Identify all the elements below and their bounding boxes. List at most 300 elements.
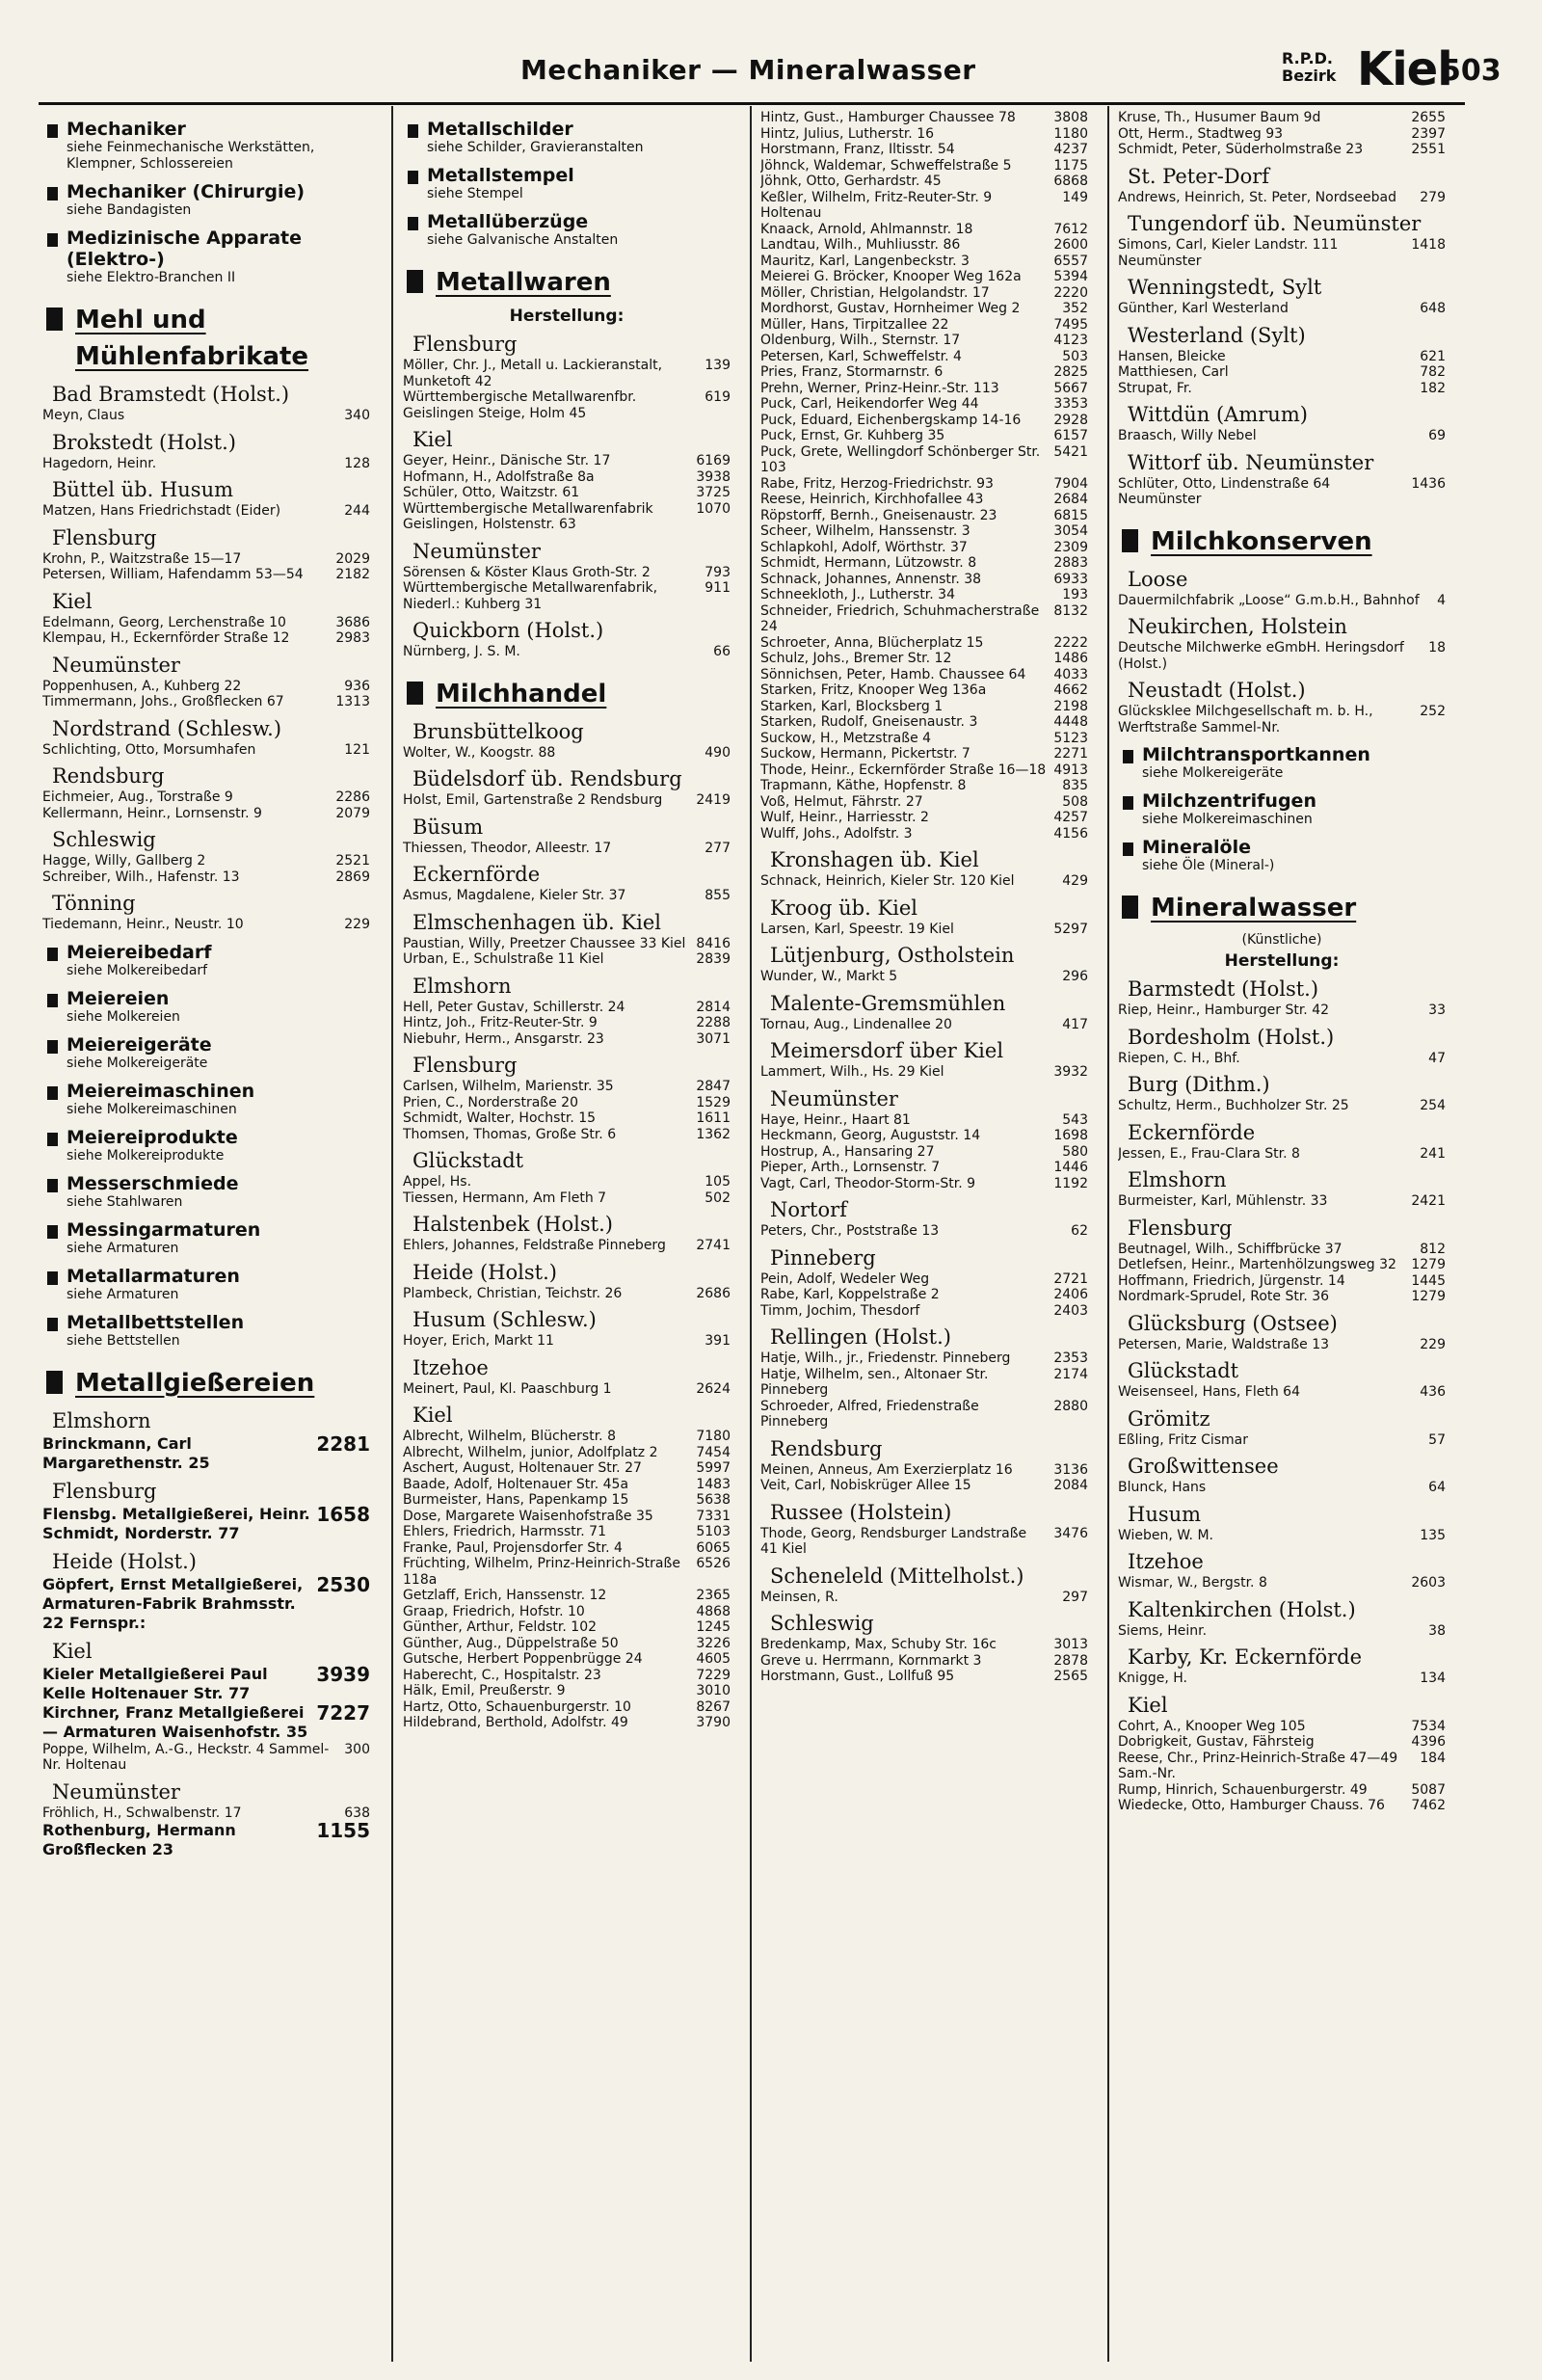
city-heading: Wittdün (Amrum) (1128, 403, 1308, 426)
entry-phone: 3054 (1053, 523, 1088, 539)
entry-phone: 2174 (1053, 1366, 1088, 1382)
entry-name: Dobrigkeit, Gustav, Fährsteig (1118, 1734, 1315, 1750)
entry-phone: 2079 (335, 805, 370, 821)
city-heading: Schleswig (52, 828, 156, 851)
directory-entry (403, 358, 731, 389)
entry-phone: 1658 (316, 1502, 370, 1526)
directory-entry (760, 1350, 1088, 1367)
entry-name: Riepen, C. H., Bhf. (1118, 1050, 1240, 1066)
entry-phone: 5394 (1053, 269, 1088, 284)
entry-name: Schnack, Johannes, Annenstr. 38 (760, 571, 982, 587)
entry-phone: 134 (1420, 1671, 1446, 1686)
category-heading (42, 942, 370, 979)
entry-phone: 2281 (316, 1431, 370, 1456)
entry-phone: 4868 (696, 1603, 731, 1619)
entry-name: Klempau, H., Eckernförder Straße 12 (42, 630, 290, 646)
entry-phone: 254 (1420, 1098, 1446, 1113)
entry-phone: 105 (705, 1174, 731, 1190)
city-heading: Grömitz (1128, 1406, 1210, 1431)
entry-name: Horstmann, Gust., Lollfuß 95 (760, 1669, 955, 1684)
entry-name: Puck, Ernst, Gr. Kuhberg 35 (760, 428, 945, 443)
section-title (1151, 523, 1446, 560)
entry-phone: 2029 (335, 550, 370, 567)
entry-name: Röpstorff, Bernh., Gneisenaustr. 23 (760, 507, 997, 523)
category-heading (42, 1127, 370, 1164)
directory-entry (403, 1604, 731, 1620)
entry-name: Müller, Hans, Tirpitzallee 22 (760, 316, 949, 333)
entry-name: Pieper, Arth., Lornsenstr. 7 (760, 1160, 941, 1175)
entry-phone: 2403 (1053, 1302, 1088, 1319)
entry-phone: 4033 (1053, 666, 1088, 682)
category-title: Metallarmaturen (66, 1265, 240, 1287)
entry-phone: 62 (1071, 1223, 1088, 1239)
entry-phone: 4662 (1053, 682, 1088, 698)
directory-entry (1118, 1257, 1446, 1273)
city-heading: Itzehoe (412, 1355, 489, 1379)
category-title: Meiereigeräte (66, 1033, 212, 1056)
category-heading (42, 1219, 370, 1257)
directory-entry (1118, 1003, 1446, 1019)
entry-name: Ehlers, Friedrich, Harmsstr. 71 (403, 1524, 606, 1539)
entry-phone: 2198 (1053, 698, 1088, 714)
city-heading: Eckernförde (1128, 1120, 1256, 1144)
entry-name: Starken, Rudolf, Gneisenaustr. 3 (760, 714, 978, 730)
entry-name: Burmeister, Karl, Mühlenstr. 33 (1118, 1193, 1328, 1209)
directory-entry (403, 1651, 731, 1668)
entry-name: Scheer, Wilhelm, Hanssenstr. 3 (760, 523, 970, 539)
directory-entry (760, 1367, 1088, 1399)
entry-name: Krohn, P., Waitzstraße 15—17 (42, 550, 242, 567)
directory-entry (1118, 381, 1446, 397)
city-heading: Büttel üb. Husum (52, 478, 234, 501)
category-heading (1118, 837, 1446, 874)
entry-phone: 5997 (696, 1460, 731, 1476)
entry-name: Günther, Arthur, Feldstr. 102 (403, 1619, 598, 1635)
entry-phone: 2883 (1053, 555, 1088, 571)
directory-entry (42, 551, 370, 568)
directory-entry (403, 1477, 731, 1493)
entry-name: Thomsen, Thomas, Große Str. 6 (403, 1126, 617, 1142)
category-heading (42, 1266, 370, 1303)
directory-entry (403, 1079, 731, 1095)
entry-name: Plambeck, Christian, Teichstr. 26 (403, 1285, 623, 1301)
entry-phone: 1175 (1053, 157, 1088, 174)
entry-phone: 38 (1428, 1622, 1446, 1639)
entry-phone: 1446 (1053, 1160, 1088, 1175)
entry-phone: 2565 (1053, 1669, 1088, 1684)
entry-phone: 352 (1062, 301, 1088, 316)
entry-phone: 5421 (1053, 443, 1088, 460)
entry-name: Deutsche Milchwerke eGmbH. Heringsdorf (Holst.) (1118, 640, 1404, 672)
city-heading: Kiel (52, 1639, 93, 1663)
entry-phone: 429 (1062, 873, 1088, 889)
section-heading (403, 264, 731, 301)
city-heading: Wittorf üb. Neumünster (1128, 450, 1374, 474)
directory-entry (403, 469, 731, 486)
entry-name: Keßler, Wilhelm, Fritz-Reuter-Str. 9 Holtenau (760, 189, 993, 221)
category-heading (42, 1081, 370, 1118)
entry-name: Asmus, Magdalene, Kieler Str. 37 (403, 888, 626, 903)
subheading-note: (Künstliche) (1241, 932, 1322, 948)
directory-entry (1118, 1051, 1446, 1067)
directory-entry (403, 1540, 731, 1557)
entry-name: Meierei G. Bröcker, Knooper Weg 162a (760, 269, 1022, 284)
city-heading: Neustadt (Holst.) (1128, 679, 1306, 702)
category-heading (42, 1173, 370, 1211)
directory-entry (760, 794, 1088, 811)
entry-name: Meyn, Claus (42, 408, 125, 423)
directory-entry (760, 1303, 1088, 1320)
entry-phone: 6933 (1053, 571, 1088, 587)
cross-reference: siehe Schilder, Gravieranstalten (427, 140, 644, 155)
directory-entry (760, 746, 1088, 762)
entry-name: Simons, Carl, Kieler Landstr. 111 Neumünster (1118, 237, 1339, 269)
city-heading: Neumünster (52, 653, 180, 677)
entry-phone: 6169 (696, 453, 731, 468)
entry-name: Schulz, Johs., Bremer Str. 12 (760, 651, 952, 666)
entry-phone: 3353 (1053, 396, 1088, 412)
entry-name: Württembergische Metallwarenfabrik, Niederl.: Kuhberg 31 (403, 580, 658, 612)
directory-entry (760, 110, 1088, 126)
entry-name: Starken, Fritz, Knooper Weg 136a (760, 682, 987, 698)
directory-entry (42, 1821, 370, 1859)
directory-entry (760, 142, 1088, 158)
city-heading: Brunsbüttelkoog (412, 719, 584, 743)
entry-phone: 4123 (1053, 333, 1088, 348)
directory-entry (1118, 476, 1446, 508)
column-divider (391, 106, 393, 2362)
cross-reference: siehe Molkereimaschinen (1142, 812, 1313, 827)
category-heading (1118, 790, 1446, 828)
entry-phone: 3226 (696, 1635, 731, 1651)
entry-phone: 1611 (696, 1110, 731, 1126)
city-heading: Büdelsdorf üb. Rendsburg (412, 767, 682, 790)
cross-reference: siehe Molkereigeräte (66, 1055, 208, 1071)
directory-entry (1118, 237, 1446, 269)
entry-name: Schroeder, Alfred, Friedenstraße Pinneberg (760, 1398, 979, 1430)
city-heading: Tungendorf üb. Neumünster (1128, 212, 1422, 235)
entry-name: Ott, Herm., Stadtweg 93 (1118, 125, 1284, 142)
entry-name: Lammert, Wilh., Hs. 29 Kiel (760, 1064, 944, 1080)
entry-phone: 508 (1062, 793, 1088, 810)
category-heading (403, 119, 731, 156)
entry-name: Dose, Margarete Waisenhofstraße 35 (403, 1508, 653, 1524)
directory-entry (42, 567, 370, 583)
directory-entry (403, 1174, 731, 1190)
entry-phone: 5638 (696, 1492, 731, 1508)
entry-phone: 8132 (1053, 602, 1088, 619)
entry-name: Geyer, Heinr., Dänische Str. 17 (403, 453, 611, 468)
entry-phone: 3013 (1053, 1637, 1088, 1652)
directory-entry (403, 1381, 731, 1398)
entry-phone: 2309 (1053, 539, 1088, 555)
directory-entry (1118, 1432, 1446, 1449)
entry-phone: 648 (1420, 301, 1446, 316)
city-heading: Rendsburg (770, 1436, 883, 1460)
directory-entry (1118, 1289, 1446, 1305)
entry-phone: 241 (1420, 1145, 1446, 1162)
directory-entry (1118, 1751, 1446, 1782)
entry-name: Knigge, H. (1118, 1671, 1187, 1686)
directory-entry (760, 1017, 1088, 1033)
directory-entry (760, 699, 1088, 715)
directory-entry (1118, 1782, 1446, 1799)
entry-name: Weisenseel, Hans, Fleth 64 (1118, 1384, 1300, 1400)
directory-entry (42, 1431, 370, 1473)
entry-name: Hagedorn, Heinr. (42, 455, 157, 471)
city-heading: Elmschenhagen üb. Kiel (412, 910, 661, 934)
entry-phone: 6065 (696, 1539, 731, 1556)
entry-name: Prehn, Werner, Prinz-Heinr.-Str. 113 (760, 380, 999, 396)
directory-entry (403, 580, 731, 612)
entry-name: Petersen, William, Hafendamm 53—54 (42, 567, 304, 582)
entry-name: Albrecht, Wilhelm, junior, Adolfplatz 2 (403, 1444, 658, 1460)
entry-phone: 2878 (1053, 1652, 1088, 1669)
category-heading (1118, 744, 1446, 782)
entry-phone: 391 (705, 1333, 731, 1349)
entry-phone: 8416 (696, 935, 731, 951)
cross-reference: siehe Molkereiprodukte (66, 1147, 225, 1163)
entry-name: Pries, Franz, Stormarnstr. 6 (760, 364, 944, 380)
entry-phone: 7454 (696, 1444, 731, 1460)
entry-phone: 2397 (1411, 125, 1446, 142)
entry-name: Hoffmann, Friedrich, Jürgenstr. 14 (1118, 1272, 1345, 1289)
entry-phone: 793 (705, 564, 731, 580)
directory-entry (1118, 126, 1446, 143)
entry-phone: 1279 (1411, 1257, 1446, 1272)
entry-phone: 1698 (1053, 1128, 1088, 1143)
directory-entry (760, 508, 1088, 524)
directory-entry (760, 1176, 1088, 1192)
entry-phone: 4237 (1053, 142, 1088, 157)
entry-name: Tiessen, Hermann, Am Fleth 7 (403, 1190, 607, 1206)
directory-entry (42, 1662, 370, 1703)
entry-name: Haberecht, C., Hospitalstr. 23 (403, 1667, 601, 1683)
directory-entry (1118, 1575, 1446, 1591)
entry-phone: 7534 (1411, 1718, 1446, 1734)
column-3 (760, 110, 1088, 2366)
city-heading: Russee (Holstein) (770, 1500, 952, 1524)
entry-phone: 277 (705, 840, 731, 856)
directory-entry (760, 682, 1088, 699)
entry-name: Hoyer, Erich, Markt 11 (403, 1333, 554, 1349)
entry-phone: 835 (1062, 778, 1088, 793)
entry-name: Schmidt, Hermann, Lützowstr. 8 (760, 555, 977, 571)
entry-name: Kellermann, Heinr., Lornsenstr. 9 (42, 805, 262, 821)
entry-name: Tornau, Aug., Lindenallee 20 (760, 1016, 952, 1032)
entry-name: Hintz, Joh., Fritz-Reuter-Str. 9 (403, 1015, 598, 1030)
directory-entry (1118, 1671, 1446, 1687)
entry-name: Bredenkamp, Max, Schuby Str. 16c (760, 1637, 997, 1652)
entry-phone: 3932 (1053, 1064, 1088, 1080)
entry-phone: 2521 (335, 853, 370, 869)
entry-phone: 5087 (1411, 1781, 1446, 1798)
city-heading: Flensburg (52, 525, 157, 549)
entry-phone: 2624 (696, 1380, 731, 1397)
category-title: Meiereien (66, 987, 170, 1009)
entry-phone: 7612 (1053, 221, 1088, 237)
directory-entry (760, 333, 1088, 349)
section-title-text: Metallwaren (436, 268, 611, 297)
entry-name: Hostrup, A., Hansaring 27 (760, 1143, 935, 1160)
entry-name: Meinen, Anneus, Am Exerzierplatz 16 (760, 1461, 1013, 1478)
entry-name: Carlsen, Wilhelm, Marienstr. 35 (403, 1079, 614, 1094)
entry-name: Larsen, Karl, Speestr. 19 Kiel (760, 921, 954, 937)
directory-entry (403, 1588, 731, 1604)
entry-name: Hintz, Julius, Lutherstr. 16 (760, 125, 935, 142)
directory-entry (1118, 364, 1446, 381)
city-heading: Kiel (1128, 1693, 1168, 1717)
cross-reference: siehe Öle (Mineral-) (1142, 858, 1275, 873)
header-city: Kiel (1357, 42, 1452, 96)
entry-phone: 4257 (1053, 810, 1088, 825)
section-title (1151, 890, 1446, 926)
entry-name: Timmermann, Johs., Großflecken 67 (42, 694, 284, 709)
directory-entry (760, 1160, 1088, 1176)
directory-entry (42, 630, 370, 647)
category-title: Medizinische Apparate (Elektro-) (66, 227, 303, 270)
entry-phone: 18 (1428, 640, 1446, 655)
entry-phone: 855 (705, 888, 731, 903)
header-rpd-line2: Bezirk (1282, 67, 1337, 85)
section-title (75, 302, 370, 375)
entry-phone: 2603 (1411, 1575, 1446, 1591)
directory-entry (760, 126, 1088, 143)
entry-name: Fröhlich, H., Schwalbenstr. 17 (42, 1805, 242, 1821)
entry-name: Heckmann, Georg, Auguststr. 14 (760, 1128, 981, 1143)
city-heading: Nortorf (770, 1198, 847, 1221)
entry-phone: 2271 (1053, 746, 1088, 762)
directory-entry (760, 381, 1088, 397)
directory-entry (760, 1223, 1088, 1240)
entry-phone: 340 (344, 408, 370, 423)
directory-entry (42, 853, 370, 869)
category-title: Milchtransportkannen (1142, 744, 1370, 765)
entry-name: Hintz, Gust., Hamburger Chaussee 78 (760, 110, 1016, 125)
city-heading: Malente-Gremsmühlen (770, 991, 1006, 1015)
page-header (39, 42, 1502, 105)
entry-phone: 6526 (696, 1556, 731, 1571)
directory-entry (403, 841, 731, 857)
entry-name: Schultz, Herm., Buchholzer Str. 25 (1118, 1098, 1349, 1113)
category-title: Milchzentrifugen (1142, 790, 1316, 812)
entry-name: Jöhnk, Otto, Gerhardstr. 45 (760, 174, 942, 189)
city-heading: Itzehoe (1128, 1550, 1204, 1573)
entry-phone: 2406 (1053, 1287, 1088, 1302)
directory-entry (760, 1128, 1088, 1144)
cross-reference: siehe Galvanische Anstalten (427, 232, 619, 248)
directory-entry (403, 1110, 731, 1127)
directory-entry (403, 501, 731, 533)
section-title (436, 264, 731, 301)
category-title: Metallschilder (427, 119, 573, 140)
directory-entry (760, 428, 1088, 444)
city-heading: Büsum (412, 815, 484, 839)
directory-entry (42, 742, 370, 759)
city-heading: Elmshorn (412, 974, 512, 998)
entry-phone: 57 (1428, 1431, 1446, 1448)
directory-entry (42, 503, 370, 520)
entry-phone: 3938 (696, 468, 731, 485)
cross-reference: siehe Bettstellen (66, 1332, 180, 1349)
entry-phone: 1436 (1411, 475, 1446, 492)
entry-phone: 3136 (1053, 1461, 1088, 1478)
entry-phone: 149 (1062, 189, 1088, 205)
entry-name: Hofmann, H., Adolfstraße 8a (403, 468, 595, 485)
entry-phone: 1418 (1411, 237, 1446, 253)
directory-entry (1118, 1480, 1446, 1496)
directory-entry (760, 1669, 1088, 1685)
directory-entry (403, 1429, 731, 1445)
section-heading (42, 1365, 370, 1402)
entry-name: Burmeister, Hans, Papenkamp 15 (403, 1492, 629, 1508)
entry-phone: 1070 (696, 500, 731, 517)
directory-entry (760, 254, 1088, 270)
entry-phone: 1445 (1411, 1272, 1446, 1289)
directory-entry (760, 1462, 1088, 1479)
entry-name: Meinert, Paul, Kl. Paaschburg 1 (403, 1380, 612, 1397)
entry-name: Dauermilchfabrik „Loose“ G.m.b.H., Bahnhof (1118, 592, 1420, 608)
directory-entry (760, 714, 1088, 731)
entry-name: Baade, Adolf, Holtenauer Str. 45a (403, 1476, 629, 1492)
cross-reference: siehe Armaturen (66, 1286, 179, 1302)
entry-phone: 300 (344, 1741, 370, 1757)
entry-name: Jessen, E., Frau-Clara Str. 8 (1118, 1145, 1300, 1162)
directory-entry (1118, 1719, 1446, 1735)
entry-name: Mauritz, Karl, Langenbeckstr. 3 (760, 253, 970, 269)
directory-entry (403, 1015, 731, 1031)
city-heading: Quickborn (Holst.) (412, 619, 604, 642)
entry-name: Edelmann, Georg, Lerchenstraße 10 (42, 614, 286, 630)
city-heading: Kiel (412, 1404, 453, 1427)
entry-phone: 7227 (316, 1700, 370, 1725)
entry-name: Veit, Carl, Nobiskrüger Allee 15 (760, 1478, 971, 1493)
category-title: Mineralöle (1142, 837, 1251, 858)
section-title (75, 1365, 370, 1402)
city-heading: Pinneberg (770, 1245, 876, 1270)
city-heading: Burg (Dithm.) (1128, 1073, 1270, 1096)
category-heading (42, 181, 370, 219)
section-heading (1118, 890, 1446, 926)
directory-entry (403, 1445, 731, 1461)
directory-entry (760, 158, 1088, 174)
directory-entry (403, 644, 731, 660)
directory-entry (42, 869, 370, 886)
entry-phone: 252 (1420, 704, 1446, 719)
entry-phone: 6868 (1053, 174, 1088, 189)
entry-phone: 5667 (1053, 380, 1088, 396)
entry-phone: 2928 (1053, 412, 1088, 428)
directory-entry (1118, 1098, 1446, 1114)
entry-phone: 2220 (1053, 284, 1088, 301)
city-heading: Flensburg (52, 1479, 157, 1503)
entry-phone: 4 (1437, 592, 1446, 608)
column-divider (1107, 106, 1109, 2362)
entry-name: Schlichting, Otto, Morsumhafen (42, 741, 256, 758)
directory-entry (760, 969, 1088, 985)
entry-name: Schlüter, Otto, Lindenstraße 64 Neumünster (1118, 475, 1331, 507)
entry-phone: 911 (705, 580, 731, 596)
entry-phone: 2288 (696, 1015, 731, 1030)
city-heading: Eckernförde (412, 863, 541, 886)
city-heading: St. Peter-Dorf (1128, 164, 1270, 188)
entry-name: Günther, Karl Westerland (1118, 301, 1289, 316)
entry-name: Göpfert, Ernst Metallgießerei, Armaturen-Fabrik Brahmsstr. 22 Fernspr.: (42, 1574, 304, 1632)
cross-reference: siehe Molkereien (66, 1008, 180, 1025)
directory-entry (760, 174, 1088, 190)
directory-entry (403, 936, 731, 952)
cross-reference: siehe Armaturen (66, 1240, 179, 1256)
